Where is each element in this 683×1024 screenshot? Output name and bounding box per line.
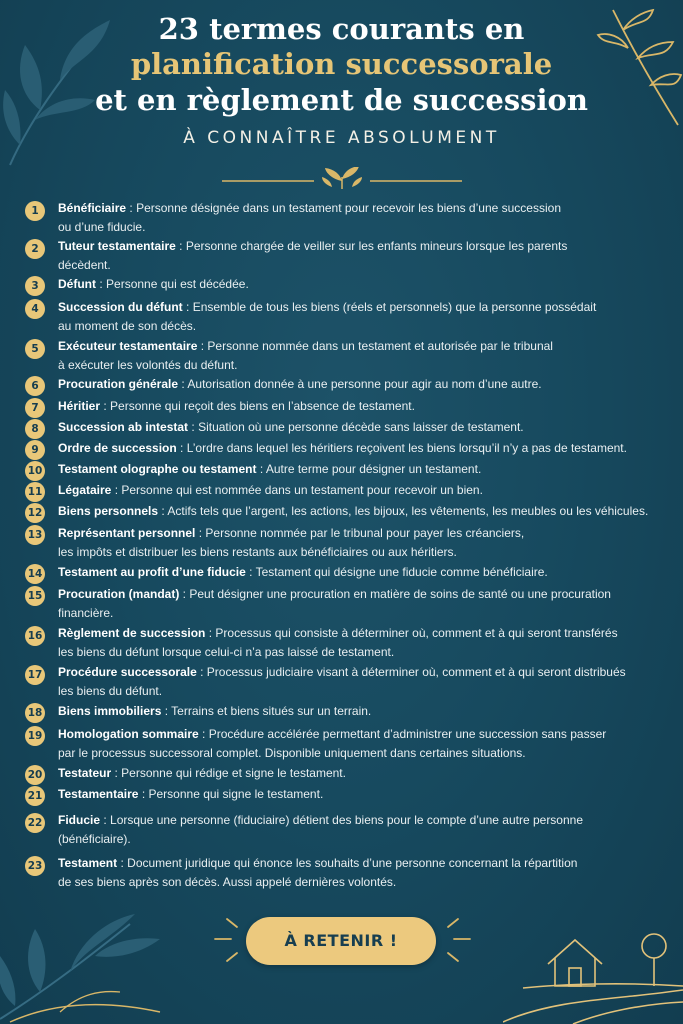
number-badge: 21 [25, 786, 45, 806]
term-definition: Personne qui rédige et signe le testament. [121, 766, 346, 780]
term-definition: Testament qui désigne une fiducie comme bénéficiaire. [255, 565, 548, 579]
term-definition: Autre terme pour désigner un testament. [265, 462, 482, 476]
number-badge: 17 [25, 665, 45, 685]
subtitle: À CONNAÎTRE ABSOLUMENT [183, 128, 500, 149]
number-badge: 6 [25, 376, 45, 396]
number-badge: 16 [25, 626, 45, 646]
term-definition-cont: de ses biens après son décès. Aussi appelé dernières volontés. [58, 875, 397, 889]
number-badge: 5 [25, 339, 45, 359]
term-definition: Processus qui consiste à déterminer où, comment et à qui seront transférés [215, 626, 618, 640]
number-badge: 2 [25, 239, 45, 259]
number-badge: 13 [25, 525, 45, 545]
term-definition-cont: les impôts et distribuer les biens restants aux bénéficiaires ou aux héritiers. [58, 545, 457, 559]
term-definition: Actifs tels que l’argent, les actions, les bijoux, les vêtements, les meubles ou les véhicules. [167, 504, 649, 518]
term-definition: Personne qui est décédée. [106, 277, 249, 291]
term-name: Héritier [58, 399, 101, 413]
term-name: Succession ab intestat [58, 420, 189, 434]
term-definition-cont: financière. [58, 606, 114, 620]
term-name: Biens immobiliers [58, 704, 162, 718]
term-definition-cont: décèdent. [58, 258, 111, 272]
number-badge: 22 [25, 813, 45, 833]
term-definition-cont: par le processus successoral complet. Disponible uniquement dans certaines situations. [58, 746, 526, 760]
number-badge: 1 [25, 201, 45, 221]
number-badge: 8 [25, 419, 45, 439]
term-name: Légataire [58, 483, 112, 497]
number-badge: 10 [25, 461, 45, 481]
number-badge: 3 [25, 276, 45, 296]
number-badge: 18 [25, 703, 45, 723]
a-retenir-badge: À RETENIR ! [246, 917, 436, 965]
term-name: Testamentaire [58, 787, 139, 801]
term-definition: Lorsque une personne (fiduciaire) détient des biens pour le compte d’une autre personne [110, 813, 584, 827]
number-badge: 14 [25, 564, 45, 584]
term-name: Défunt [58, 277, 96, 291]
term-definition: Ensemble de tous les biens (réels et personnels) que la personne possédait [192, 300, 597, 314]
term-name: Homologation sommaire [58, 727, 199, 741]
term-definition: Terrains et biens situés sur un terrain. [171, 704, 372, 718]
term-definition: Personne qui est nommée dans un testament pour recevoir un bien. [121, 483, 483, 497]
term-name: Règlement de succession [58, 626, 206, 640]
title-line-2: planification successorale [130, 47, 553, 82]
term-definition-cont: (bénéficiaire). [58, 832, 131, 846]
title-line-3: et en règlement de succession [95, 82, 588, 117]
term-name: Ordre de succession [58, 441, 177, 455]
term-name: Bénéficiaire [58, 201, 127, 215]
term-name: Testament [58, 856, 118, 870]
house-icon [503, 904, 683, 1024]
term-name: Représentant personnel [58, 526, 196, 540]
term-definition: Personne nommée dans un testament et autorisée par le tribunal [207, 339, 553, 353]
term-definition: Situation où une personne décède sans laisser de testament. [198, 420, 524, 434]
sprout-divider-icon [222, 167, 462, 193]
term-name: Testament olographe ou testament [58, 462, 257, 476]
term-definition: Personne désignée dans un testament pour recevoir les biens d’une succession [136, 201, 561, 215]
header [0, 12, 683, 148]
term-name: Procuration (mandat) [58, 587, 180, 601]
term-definition: Document juridique qui énonce les souhaits d’une personne concernant la répartition [127, 856, 578, 870]
term-definition: Personne chargée de veiller sur les enfants mineurs lorsque les parents [185, 239, 568, 253]
number-badge: 4 [25, 299, 45, 319]
term-name: Tuteur testamentaire [58, 239, 176, 253]
term-definition: Personne nommée par le tribunal pour payer les créanciers, [205, 526, 525, 540]
title-line-1: 23 termes courants en [158, 12, 525, 46]
term-definition: Personne qui reçoit des biens en l’absence de testament. [110, 399, 415, 413]
number-badge: 19 [25, 726, 45, 746]
term-definition-cont: au moment de son décès. [58, 319, 197, 333]
term-name: Fiducie [58, 813, 101, 827]
number-badge: 11 [25, 482, 45, 502]
term-name: Procuration générale [58, 377, 179, 391]
number-badge: 15 [25, 586, 45, 606]
leaves-bottom-left-icon [0, 894, 170, 1024]
term-definition-cont: à exécuter les volontés du défunt. [58, 358, 238, 372]
term-name: Exécuteur testamentaire [58, 339, 198, 353]
term-name: Succession du défunt [58, 300, 183, 314]
term-definition-cont: les biens du défunt lorsque celui-ci n’a pas laissé de testament. [58, 645, 395, 659]
term-name: Procédure successorale [58, 665, 197, 679]
term-name: Testateur [58, 766, 112, 780]
term-definition: Autorisation donnée à une personne pour agir au nom d’une autre. [187, 377, 542, 391]
term-definition: Personne qui signe le testament. [148, 787, 324, 801]
number-badge: 7 [25, 398, 45, 418]
term-definition-cont: les biens du défunt. [58, 684, 163, 698]
term-name: Testament au profit d’une fiducie [58, 565, 246, 579]
term-name: Biens personnels [58, 504, 159, 518]
number-badge: 20 [25, 765, 45, 785]
term-definition: L’ordre dans lequel les héritiers reçoivent les biens lorsqu’il n’y a pas de testament. [186, 441, 627, 455]
term-definition-cont: ou d’une fiducie. [58, 220, 146, 234]
term-definition: Peut désigner une procuration en matière de soins de santé ou une procuration [189, 587, 611, 601]
number-badge: 9 [25, 440, 45, 460]
term-definition: Procédure accélérée permettant d’administrer une succession sans passer [208, 727, 607, 741]
number-badge: 23 [25, 856, 45, 876]
term-definition: Processus judiciaire visant à déterminer où, comment et à qui seront distribués [206, 665, 626, 679]
number-badge: 12 [25, 503, 45, 523]
